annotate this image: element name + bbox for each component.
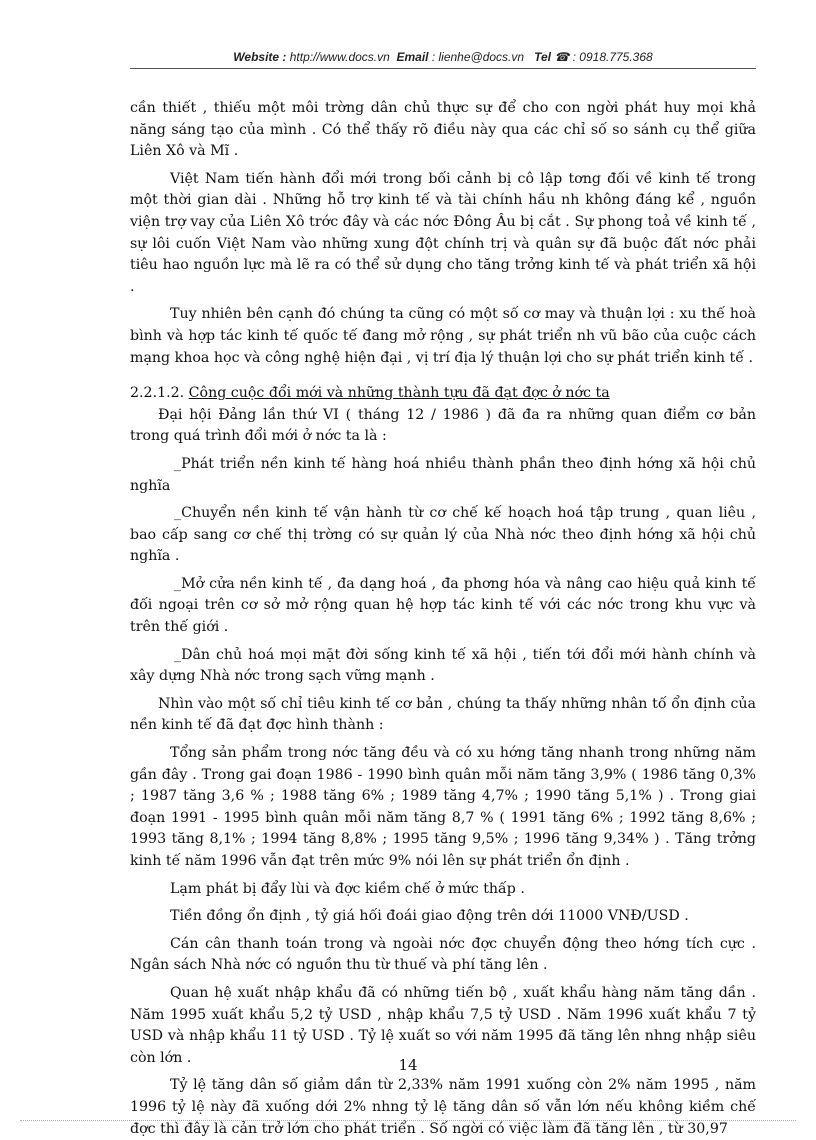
list-item: _Dân chủ hoá mọi mặt đời sống kinh tế xã hội , tiến tới đổi mới hành chính và xây dựng Nhà nớc trong sạch vững mạnh . (130, 646, 756, 685)
tel-number: : 0918.775.368 (572, 50, 653, 64)
website-url[interactable]: http://www.docs.vn (289, 50, 390, 64)
section-title: Công cuộc đổi mới và những thành tựu đã đạt đợc ở nớc ta (188, 385, 610, 402)
page-header (130, 50, 756, 64)
footer-divider (20, 1120, 796, 1121)
list-item: _Chuyển nền kinh tế vận hành từ cơ chế kế hoạch hoá tập trung , quan liêu , bao cấp sang cơ chế thị trờng có sự quản lý của Nhà nớc theo định hớng xã hội chủ nghĩa . (130, 505, 756, 565)
list-item: _Mở cửa nền kinh tế , đa dạng hoá , đa phơng hóa và nâng cao hiệu quả kinh tế đối ngoại trên cơ sở mở rộng quan hệ hợp tác kinh tế với các nớc trong khu vực và trên thế giới . (130, 575, 756, 636)
phone-icon: ☎ (554, 50, 570, 64)
paragraph: Lạm phát bị đẩy lùi và đợc kiềm chế ở mức thấp . (170, 880, 525, 897)
paragraph: Đại hội Đảng lần thứ VI ( tháng 12 / 1986 ) đã đa ra những quan điểm cơ bản trong quá trình đổi mới ở nớc ta là : (130, 406, 756, 445)
page-number: 14 (398, 1056, 418, 1074)
paragraph: Nhìn vào một số chỉ tiêu kinh tế cơ bản , chúng ta thấy những nhân tố ổn định của nền kinh tế đã đạt đợc hình thành : (130, 695, 756, 734)
list-item: _Phát triển nền kinh tế hàng hoá nhiều thành phần theo định hớng xã hội chủ nghĩa (130, 455, 756, 494)
header-divider (130, 68, 756, 69)
paragraph: cần thiết , thiếu một môi trờng dân chủ thực sự để cho con ngời phát huy mọi khả năng sáng tạo của mình . Có thể thấy rõ điều này qua các chỉ số so sánh cụ thể giữa Liên Xô và Mĩ . (130, 100, 756, 160)
paragraph: Quan hệ xuất nhập khẩu đã có những tiến bộ , xuất khẩu hàng năm tăng dần . Năm 1995 xuất khẩu 5,2 tỷ USD , nhập khẩu 7,5 tỷ USD . Năm 1996 xuất khẩu 7 tỷ USD và nhập khẩu 11 tỷ USD . Tỷ lệ xuất so với năm 1995 đã tăng lên nhng nhập siêu còn lớn . (130, 984, 756, 1066)
paragraph: Tiền đồng ổn định , tỷ giá hối đoái giao động trên dới 11000 VNĐ/USD . (170, 908, 689, 925)
email-address[interactable]: : lienhe@docs.vn (431, 50, 525, 64)
paragraph: Tuy nhiên bên cạnh đó chúng ta cũng có một số cơ may và thuận lợi : xu thế hoà bình và hợp tác kinh tế quốc tế đang mở rộng , sự phát triển nh vũ bão của cuộc cách mạng khoa học và công nghệ hiện đại , vị trí địa lý thuận lợi cho sự phát triển kinh tế . (130, 306, 756, 366)
paragraph: Tổng sản phẩm trong nớc tăng đều và có xu hớng tăng nhanh trong những năm gần đây . Trong gai đoạn 1986 - 1990 bình quân mỗi năm tăng 3,9% ( 1986 tăng 0,3% ; 1987 tăng 3,6 % ; 1988 tăng 6% ; 1989 tăng 4,7% ; 1990 tăng 5,1% ) . Trong giai đoạn 1991 - 1995 bình quân mỗi năm tăng 8,7 % ( 1991 tăng 6% ; 1992 tăng 8,6% ; 1993 tăng 8,1% ; 1994 tăng 8,8% ; 1995 tăng 9,5% ; 1996 tăng 9,34% ) . Tăng trởng kinh tế năm 1996 vẫn đạt trên mức 9% nói lên sự phát triển ổn định . (130, 745, 756, 869)
website-label: Website : (233, 50, 287, 64)
paragraph: Cán cân thanh toán trong và ngoài nớc đợc chuyển động theo hớng tích cực . Ngân sách Nhà nớc có nguồn thu từ thuế và phí tăng lên . (130, 935, 756, 974)
paragraph: Việt Nam tiến hành đổi mới trong bối cảnh bị cô lập tơng đối về kinh tế trong một thời gian dài . Những hỗ trợ kinh tế và tài chính hầu nh không đáng kể , nguồn viện trợ vay của Liên Xô trớc đây và các nớc Đông Âu bị cắt . Sự phong toả về kinh tế , sự lôi cuốn Việt Nam vào những xung đột chính trị và quân sự đã buộc đất nớc phải tiêu hao nguồn lực mà lẽ ra có thể sử dụng cho tăng trởng kinh tế và phát triển xã hội . (130, 170, 756, 295)
document-body (130, 98, 756, 1140)
tel-label: Tel (534, 50, 551, 64)
section-heading (130, 383, 756, 405)
email-label: Email (396, 50, 429, 64)
paragraph: Tỷ lệ tăng dân số giảm dần từ 2,33% năm 1991 xuống còn 2% năm 1995 , năm 1996 tỷ lệ này đã xuống dới 2% nhng tỷ lệ tăng dân số vẫn lớn nếu không kiềm chế đợc thì đây là cản trở lớn cho phát triển . Số ngời có việc làm đã tăng lên , từ 30,97 (130, 1077, 756, 1137)
section-number: 2.2.1.2. (130, 385, 185, 402)
